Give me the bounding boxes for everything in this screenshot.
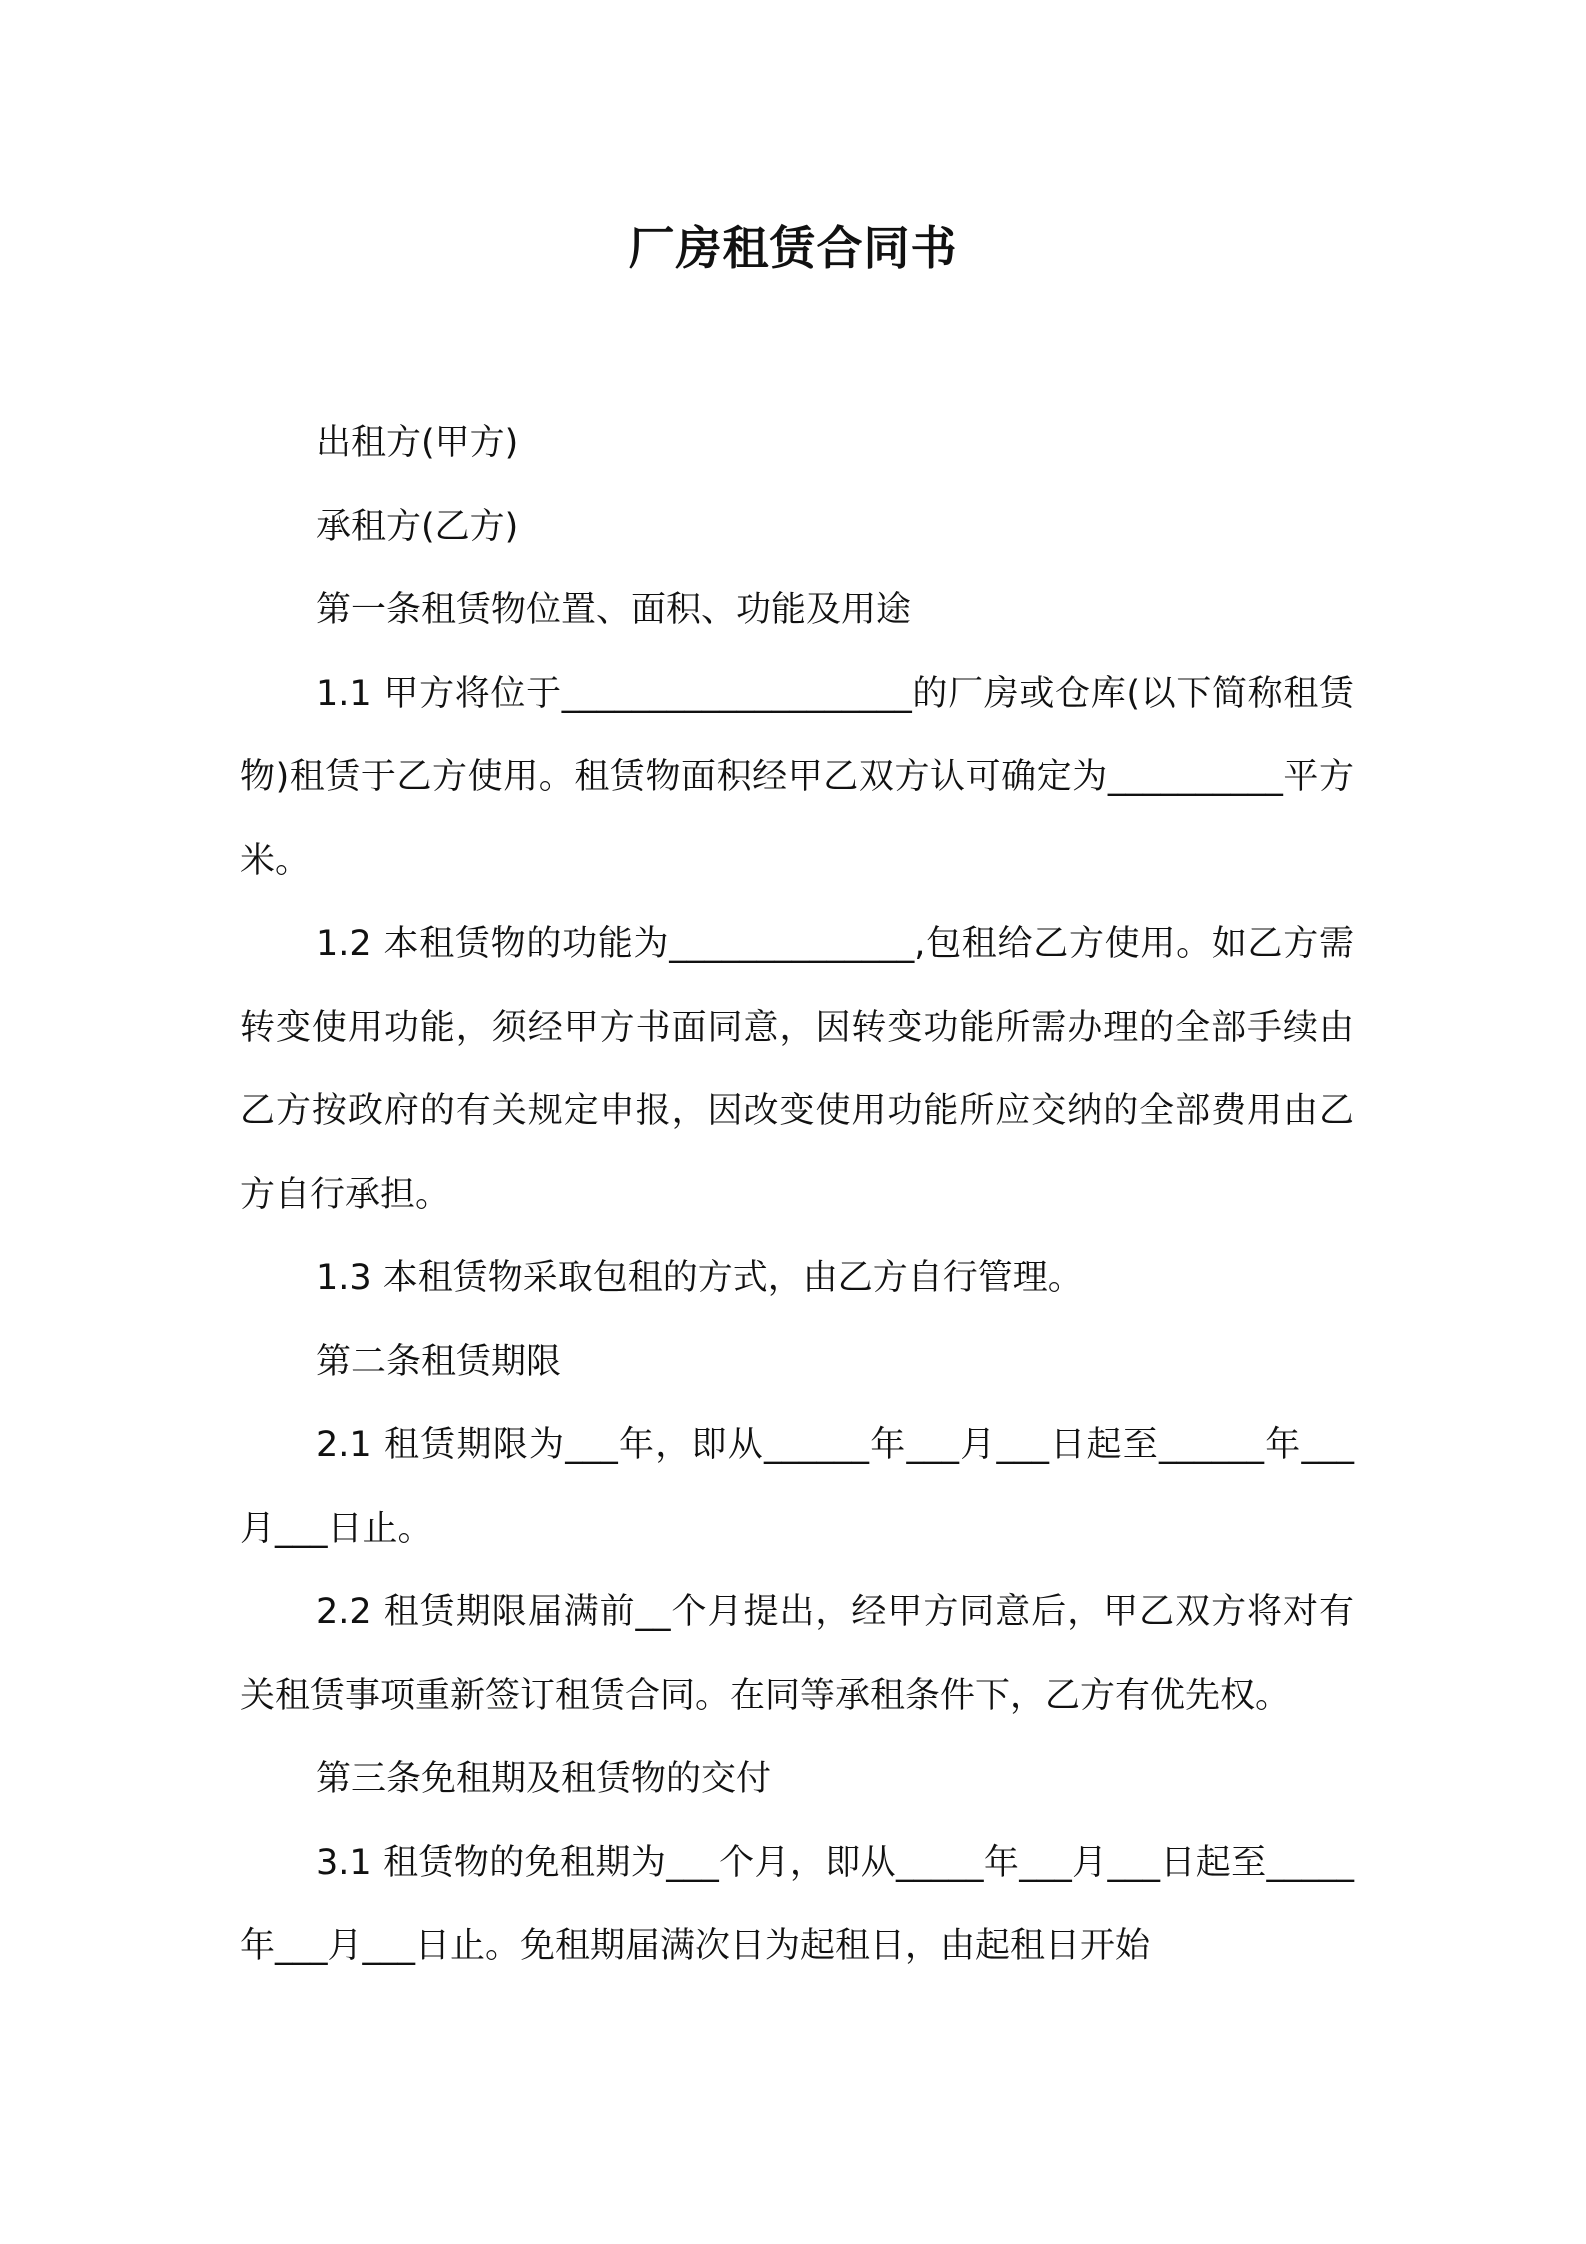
document-title: 厂房租赁合同书 [628, 221, 958, 275]
clause-1-1: 1.1 甲方将位于____________________的厂房或仓库(以下简称租赁物)租赁于乙方使用。租赁物面积经甲乙双方认可确定为__________平方米。 [240, 673, 1354, 881]
paragraph-lessor: 出租方(甲方) [316, 423, 519, 463]
clause-2-1: 2.1 租赁期限为___年，即从______年___月___日起至______年___月___日止。 [240, 1425, 1354, 1549]
document-body [240, 402, 1354, 1989]
heading-article-3: 第三条免租期及租赁物的交付 [316, 1759, 772, 1799]
heading-article-2: 第二条租赁期限 [316, 1341, 562, 1382]
clause-3-1: 3.1 租赁物的免租期为___个月，即从_____年___月___日起至_____年___月___日止。免租期届满次日为起租日，由起租日开始 [240, 1842, 1354, 1966]
clause-1-3: 1.3 本租赁物采取包租的方式，由乙方自行管理。 [316, 1258, 1083, 1298]
clause-2-2: 2.2 租赁期限届满前__个月提出，经甲方同意后，甲乙双方将对有关租赁事项重新签订租赁合同。在同等承租条件下，乙方有优先权。 [240, 1592, 1354, 1716]
heading-article-1: 第一条租赁物位置、面积、功能及用途 [316, 590, 912, 630]
clause-1-2: 1.2 本租赁物的功能为______________,包租给乙方使用。如乙方需转变使用功能，须经甲方书面同意，因转变功能所需办理的全部手续由乙方按政府的有关规定申报，因改变使用功能所应交纳的全部费用由乙方自行承担。 [240, 924, 1354, 1215]
paragraph-lessee: 承租方(乙方) [316, 506, 519, 547]
